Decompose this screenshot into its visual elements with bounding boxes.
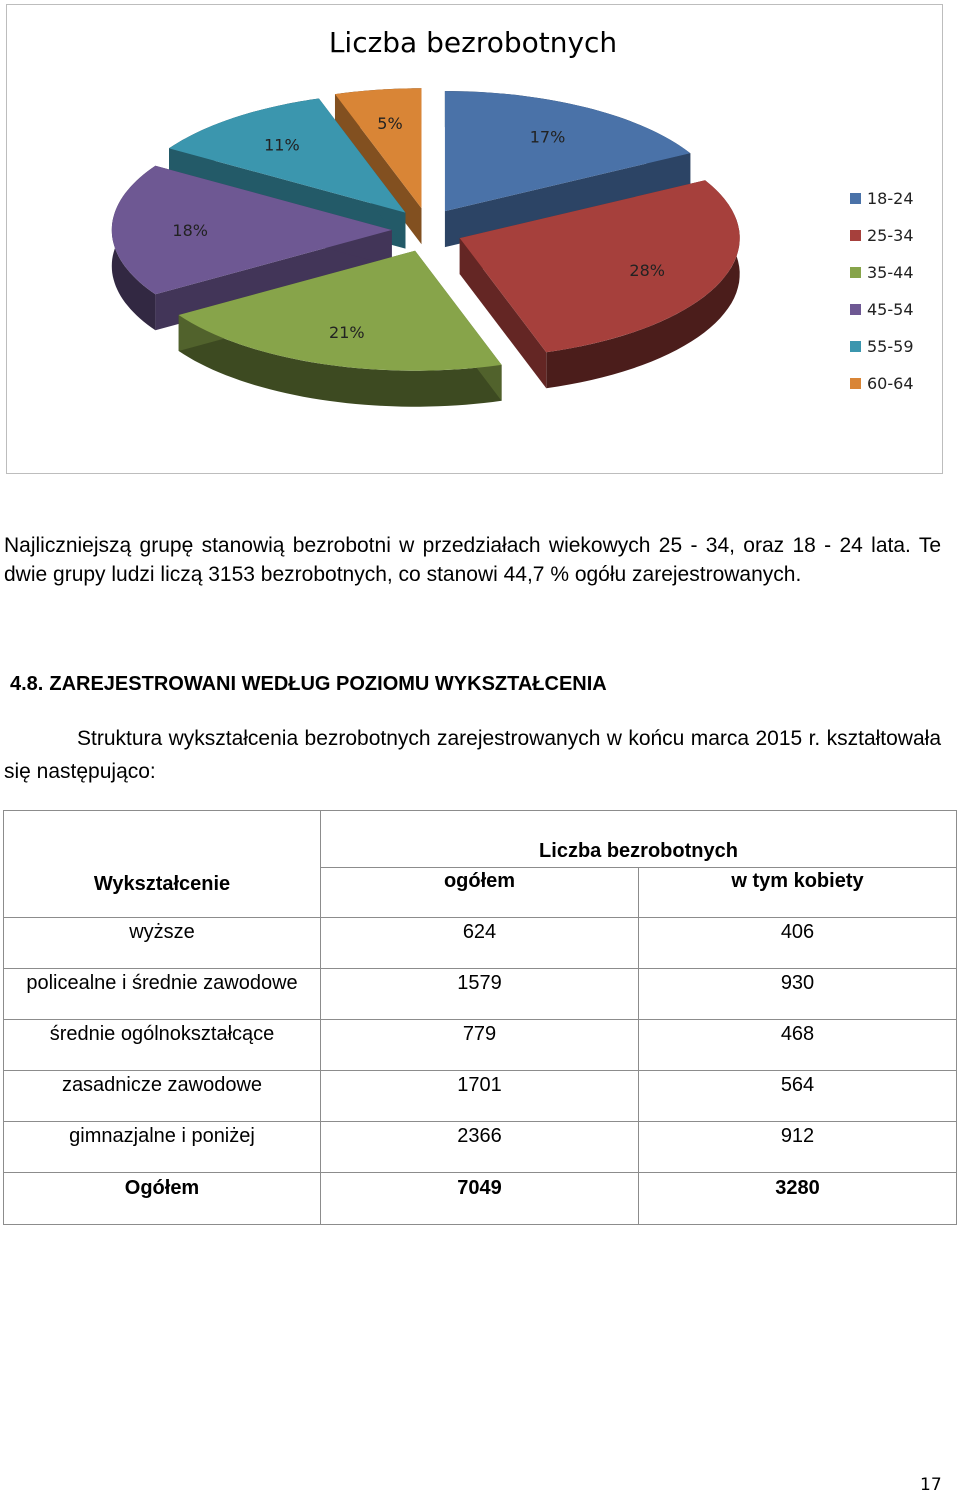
pie-data-label: 11% bbox=[264, 135, 300, 155]
section-number: 4.8. bbox=[10, 673, 44, 695]
chart-title: Liczba bezrobotnych bbox=[328, 26, 618, 59]
summary-paragraph: Najliczniejszą grupę stanowią bezrobotni w przedziałach wiekowych 25 - 34, oraz 18 - 24 lata. Te dwie grupy ludzi liczą 3153 bezrobotnych, co stanowi 44,7 % ogółu zarejestrowanych. bbox=[4, 534, 941, 586]
cell-women: 406 bbox=[639, 918, 957, 969]
cell-education: wyższe bbox=[4, 918, 321, 969]
legend-swatch bbox=[850, 267, 861, 278]
cell-total: 624 bbox=[321, 918, 639, 969]
header-education: Wykształcenie bbox=[4, 811, 321, 918]
header-unemployed-count: Liczba bezrobotnych bbox=[321, 811, 957, 868]
total-women: 3280 bbox=[639, 1173, 957, 1225]
pie-chart bbox=[6, 4, 943, 474]
table-intro-paragraph: Struktura wykształcenia bezrobotnych zarejestrowanych w końcu marca 2015 r. kształtowała się następująco: bbox=[4, 727, 941, 783]
table-total-row bbox=[4, 1173, 957, 1225]
total-count: 7049 bbox=[321, 1173, 639, 1225]
section-heading bbox=[10, 673, 607, 696]
cell-education: gimnazjalne i poniżej bbox=[4, 1122, 321, 1173]
cell-women: 912 bbox=[639, 1122, 957, 1173]
table-row bbox=[4, 1020, 957, 1071]
legend-label: 60-64 bbox=[867, 374, 914, 393]
cell-education: zasadnicze zawodowe bbox=[4, 1071, 321, 1122]
education-table bbox=[3, 810, 957, 1225]
cell-women: 930 bbox=[639, 969, 957, 1020]
table-row bbox=[4, 969, 957, 1020]
pie-data-label: 5% bbox=[377, 113, 403, 133]
pie-data-label: 21% bbox=[329, 323, 365, 342]
cell-total: 779 bbox=[321, 1020, 639, 1071]
pie-data-label: 17% bbox=[529, 127, 566, 147]
header-total: ogółem bbox=[321, 868, 639, 918]
legend-label: 25-34 bbox=[867, 226, 914, 245]
legend-label: 55-59 bbox=[867, 337, 914, 356]
section-title: ZAREJESTROWANI WEDŁUG POZIOMU WYKSZTAŁCENIA bbox=[49, 673, 607, 695]
legend-swatch bbox=[850, 341, 861, 352]
legend-label: 45-54 bbox=[867, 300, 914, 319]
cell-women: 564 bbox=[639, 1071, 957, 1122]
legend-label: 35-44 bbox=[867, 263, 914, 282]
legend-swatch bbox=[850, 304, 861, 315]
header-women: w tym kobiety bbox=[639, 868, 957, 918]
legend-label: 18-24 bbox=[867, 189, 914, 208]
table-row bbox=[4, 1122, 957, 1173]
cell-education: policealne i średnie zawodowe bbox=[4, 969, 321, 1020]
cell-total: 1579 bbox=[321, 969, 639, 1020]
page-number: 17 bbox=[920, 1475, 942, 1495]
pie-chart-canvas bbox=[7, 5, 944, 475]
cell-education: średnie ogólnokształcące bbox=[4, 1020, 321, 1071]
legend-swatch bbox=[850, 230, 861, 241]
cell-women: 468 bbox=[639, 1020, 957, 1071]
total-label: Ogółem bbox=[4, 1173, 321, 1225]
legend-swatch bbox=[850, 378, 861, 389]
legend-swatch bbox=[850, 193, 861, 204]
cell-total: 2366 bbox=[321, 1122, 639, 1173]
cell-total: 1701 bbox=[321, 1071, 639, 1122]
table-row bbox=[4, 1071, 957, 1122]
pie-data-label: 28% bbox=[629, 260, 665, 280]
table-row bbox=[4, 918, 957, 969]
pie-data-label: 18% bbox=[172, 221, 208, 240]
